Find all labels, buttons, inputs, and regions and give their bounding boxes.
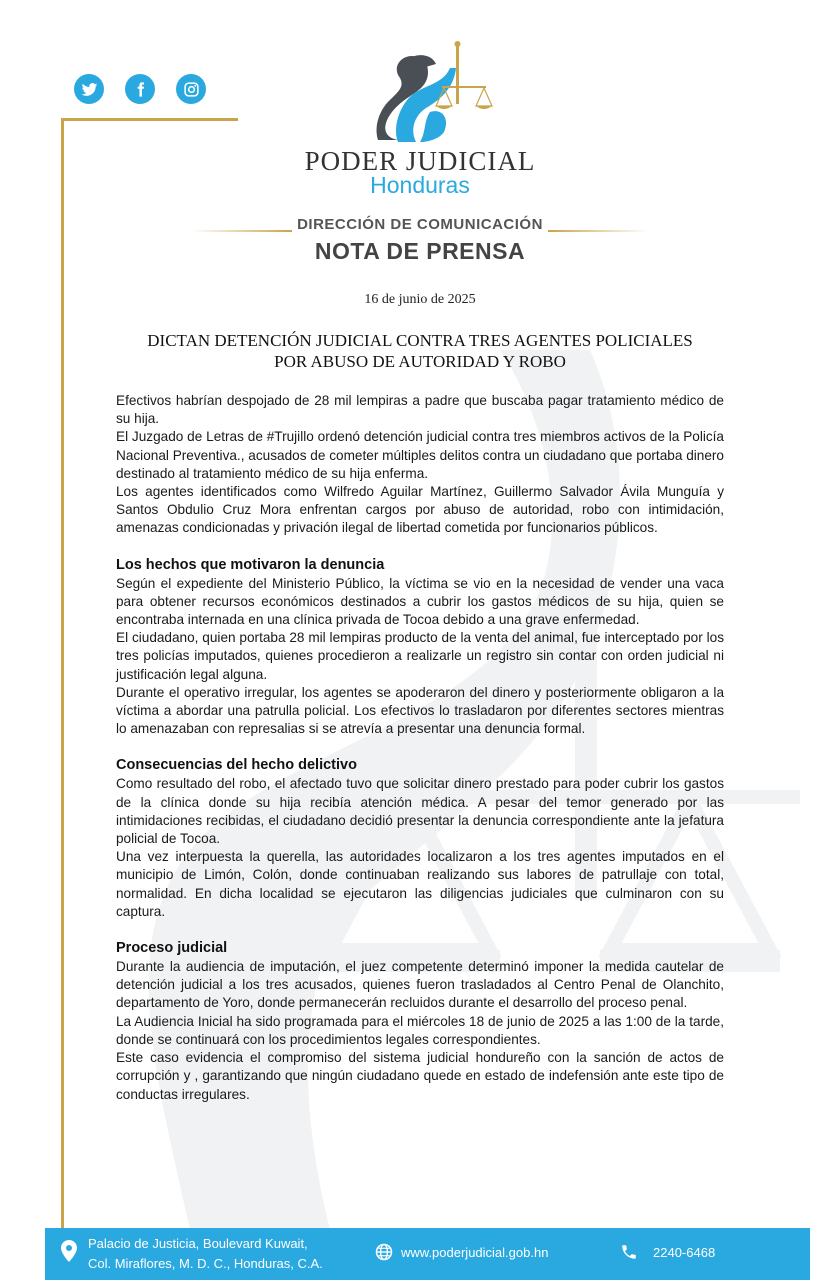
section-paragraph: Como resultado del robo, el afectado tuvo que solicitar dinero prestado para poder cubrir los gastos de la clínica donde su hija recibía atención médica. A pesar del temor generado por las intimidaciones recibidas, el ciudadano decidió presentar la denuncia correspondiente ante la jefatura policial de Tocoa. [116, 776, 724, 847]
article-title [100, 330, 740, 372]
twitter-icon[interactable] [74, 74, 104, 104]
section-heading: Consecuencias del hecho delictivo [116, 757, 357, 774]
intro-paragraph: El Juzgado de Letras de #Trujillo ordenó detención judicial contra tres miembros activos de la Policía Nacional Preventiva., acusados de cometer múltiples delitos contra un ciudadano que portaba dinero destinado al tratamiento médico de su hija enferma. [116, 429, 724, 481]
phone-icon [620, 1243, 638, 1261]
address-line-1: Palacio de Justicia, Boulevard Kuwait, [88, 1236, 308, 1251]
section-paragraph: La Audiencia Inicial ha sido programada para el miércoles 18 de junio de 2025 a las 1:00 de la tarde, donde se continuará con los procedimientos legales correspondientes. [116, 1013, 724, 1047]
contact-footer [45, 1228, 810, 1280]
globe-icon [375, 1243, 393, 1261]
title-line-1: DICTAN DETENCIÓN JUDICIAL CONTRA TRES AGENTES POLICIALES [147, 331, 693, 350]
section-paragraph: El ciudadano, quien portaba 28 mil lempiras producto de la venta del animal, fue interceptado por los tres policías imputados, quienes procedieron a realizarle un registro sin contar con orden judicial ni justificación legal alguna. [116, 630, 724, 682]
address [88, 1234, 323, 1274]
location-pin-icon [61, 1240, 77, 1262]
brand-name: PODER JUDICIAL [304, 146, 536, 176]
section-paragraph: Según el expediente del Ministerio Público, la víctima se vio en la necesidad de vender una vaca para obtener recursos económicos destinados a cubrir los gastos médicos de su hija, quien se encontraba internada en una clínica privada de Tocoa debido a una grave enfermedad. [116, 575, 724, 628]
brand-country: Honduras [370, 172, 470, 198]
section-paragraph: Una vez interpuesta la querella, las autoridades localizaron a los tres agentes imputados en el municipio de Limón, Colón, donde continuaban realizando sus labores de patrullaje con total, normalidad. En dicha localidad se ejecutaron las diligencias judiciales que culminaron con su captura. [116, 849, 724, 919]
department-label: DIRECCIÓN DE COMUNICACIÓN [297, 216, 543, 233]
poder-judicial-logo [370, 38, 500, 143]
intro-paragraph: Los agentes identificados como Wilfredo Aguilar Martínez, Guillermo Salvador Ávila Munguía y Santos Obdulio Cruz Mora enfrentan cargos por abuso de autoridad, robo con intimidación, amenazas condicionadas y privación ilegal de libertad cometida por funcionarios públicos. [116, 484, 724, 536]
facebook-icon[interactable] [125, 74, 155, 104]
section-heading: Los hechos que motivaron la denuncia [116, 556, 385, 573]
title-line-2: POR ABUSO DE AUTORIDAD Y ROBO [274, 352, 566, 371]
section-paragraph: Este caso evidencia el compromiso del sistema judicial hondureño con la sanción de actos de corrupción y , garantizando que ningún ciudadano quede en estado de indefensión ante este tipo de conductas irregulares. [116, 1050, 724, 1102]
phone-number[interactable]: 2240-6468 [653, 1245, 716, 1260]
section-heading: Proceso judicial [116, 940, 228, 957]
document-type: NOTA DE PRENSA [314, 238, 526, 264]
section-paragraph: Durante el operativo irregular, los agentes se apoderaron del dinero y posteriormente obligaron a la víctima a abordar una patrulla policial. Los efectivos lo trasladaron por diferentes sectores mientras lo amenazaban con represalias si se atrevía a presentar una denuncia formal. [116, 684, 724, 737]
intro-paragraph: Efectivos habrían despojado de 28 mil lempiras a padre que buscaba pagar tratamiento médico de su hija. [116, 393, 724, 427]
article-body [116, 392, 724, 1104]
section-paragraph: Durante la audiencia de imputación, el juez competente determinó imponer la medida cautelar de detención judicial a los tres acusados, quienes fueron trasladados al Centro Penal de Olanchito, departamento de Yoro, donde permanecerán recluidos durante el desarrollo del proceso penal. [116, 959, 724, 1011]
instagram-icon[interactable] [176, 74, 206, 104]
address-line-2: Col. Miraflores, M. D. C., Honduras, C.A. [88, 1256, 323, 1271]
publication-date: 16 de junio de 2025 [364, 292, 476, 307]
website-link[interactable]: www.poderjudicial.gob.hn [401, 1245, 549, 1260]
social-links [74, 74, 206, 104]
